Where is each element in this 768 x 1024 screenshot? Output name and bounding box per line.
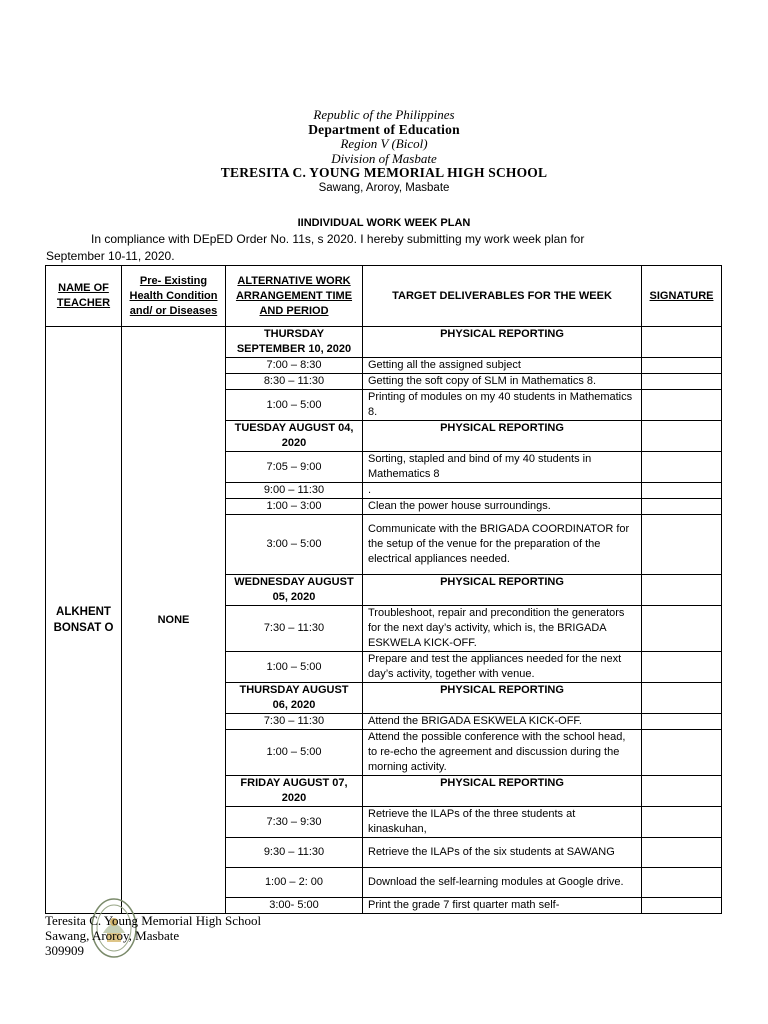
time-period-cell: 7:30 – 11:30 (226, 714, 363, 730)
signature-cell (642, 374, 722, 390)
deliverable-cell: Communicate with the BRIGADA COORDINATOR for the setup of the venue for the preparation of the electrical appliances needed. (363, 515, 642, 575)
time-period-cell: 1:00 – 5:00 (226, 730, 363, 776)
signature-cell (642, 730, 722, 776)
signature-cell (642, 868, 722, 898)
header-work-arrangement: ALTERNATIVE WORK ARRANGEMENT TIME AND PERIOD (226, 266, 363, 327)
day-date-cell: TUESDAY AUGUST 04, 2020 (226, 421, 363, 452)
deliverable-cell: Retrieve the ILAPs of the three students at kinaskuhan, (363, 807, 642, 838)
header-target-deliverables: TARGET DELIVERABLES FOR THE WEEK (363, 266, 642, 327)
table-row-day-header (46, 327, 722, 358)
footer-id: 309909 (45, 943, 84, 958)
signature-cell (642, 776, 722, 807)
footer-school: Teresita C. Young Memorial High School (45, 913, 262, 928)
time-period-cell: 7:05 – 9:00 (226, 452, 363, 483)
signature-cell (642, 452, 722, 483)
time-period-cell: 9:30 – 11:30 (226, 838, 363, 868)
document-footer (45, 913, 445, 958)
deliverable-cell: PHYSICAL REPORTING (363, 421, 642, 452)
signature-cell (642, 683, 722, 714)
day-date-cell: FRIDAY AUGUST 07, 2020 (226, 776, 363, 807)
time-period-cell: 3:00 – 5:00 (226, 515, 363, 575)
footer-address: Sawang, Aroroy, Masbate (45, 928, 180, 943)
deliverable-cell: PHYSICAL REPORTING (363, 776, 642, 807)
signature-cell (642, 838, 722, 868)
republic-line: Republic of the Philippines (313, 107, 455, 122)
signature-cell (642, 358, 722, 374)
time-period-cell: 3:00- 5:00 (226, 898, 363, 914)
deliverable-cell: Troubleshoot, repair and precondition the generators for the next day’s activity, which is, the BRIGADA ESKWELA KICK-OFF. (363, 606, 642, 652)
time-period-cell: 1:00 – 2: 00 (226, 868, 363, 898)
deliverable-cell: Sorting, stapled and bind of my 40 students in Mathematics 8 (363, 452, 642, 483)
signature-cell (642, 499, 722, 515)
signature-cell (642, 390, 722, 421)
signature-cell (642, 807, 722, 838)
signature-cell (642, 606, 722, 652)
deliverable-cell: Getting the soft copy of SLM in Mathematics 8. (363, 374, 642, 390)
table-body (46, 327, 722, 914)
teacher-name: ALKHENT BONSAT O (46, 327, 122, 914)
deliverable-cell: Prepare and test the appliances needed for the next day’s activity, together with venue. (363, 652, 642, 683)
deliverable-cell: Print the grade 7 first quarter math self- (363, 898, 642, 914)
deliverable-cell: Download the self-learning modules at Google drive. (363, 868, 642, 898)
time-period-cell: 1:00 – 5:00 (226, 652, 363, 683)
time-period-cell: 1:00 – 5:00 (226, 390, 363, 421)
department-line: Department of Education (308, 121, 460, 137)
intro-line-1: In compliance with DEpED Order No. 11s, s 2020. I hereby submitting my work week plan for (91, 232, 585, 246)
time-period-cell: 9:00 – 11:30 (226, 483, 363, 499)
deliverable-cell: Clean the power house surroundings. (363, 499, 642, 515)
signature-cell (642, 575, 722, 606)
plan-intro (46, 231, 736, 265)
day-date-cell: THURSDAY SEPTEMBER 10, 2020 (226, 327, 363, 358)
deliverable-cell: Retrieve the ILAPs of the six students at SAWANG (363, 838, 642, 868)
signature-cell (642, 421, 722, 452)
signature-cell (642, 652, 722, 683)
plan-title: IINDIVIDUAL WORK WEEK PLAN (297, 217, 471, 229)
deliverable-cell: PHYSICAL REPORTING (363, 575, 642, 606)
health-condition: NONE (122, 327, 226, 914)
deliverable-cell: . (363, 483, 642, 499)
region-line: Region V (Bicol) (340, 136, 428, 151)
document-header (0, 108, 768, 195)
deliverable-cell: Printing of modules on my 40 students in Mathematics 8. (363, 390, 642, 421)
school-name-line: TERESITA C. YOUNG MEMORIAL HIGH SCHOOL (220, 165, 548, 180)
school-address-line: Sawang, Aroroy, Masbate (318, 181, 450, 194)
deliverable-cell: PHYSICAL REPORTING (363, 683, 642, 714)
deliverable-cell: Attend the BRIGADA ESKWELA KICK-OFF. (363, 714, 642, 730)
deliverable-cell: PHYSICAL REPORTING (363, 327, 642, 358)
header-name-of-teacher: NAME OF TEACHER (46, 266, 122, 327)
deliverable-cell: Attend the possible conference with the school head, to re-echo the agreement and discussion during the morning activity. (363, 730, 642, 776)
header-health-condition: Pre- Existing Health Condition and/ or Diseases (122, 266, 226, 327)
time-period-cell: 8:30 – 11:30 (226, 374, 363, 390)
table-header-row (46, 266, 722, 327)
signature-cell (642, 515, 722, 575)
signature-cell (642, 483, 722, 499)
time-period-cell: 7:00 – 8:30 (226, 358, 363, 374)
day-date-cell: WEDNESDAY AUGUST 05, 2020 (226, 575, 363, 606)
time-period-cell: 7:30 – 11:30 (226, 606, 363, 652)
signature-cell (642, 898, 722, 914)
time-period-cell: 1:00 – 3:00 (226, 499, 363, 515)
deliverable-cell: Getting all the assigned subject (363, 358, 642, 374)
time-period-cell: 7:30 – 9:30 (226, 807, 363, 838)
day-date-cell: THURSDAY AUGUST 06, 2020 (226, 683, 363, 714)
signature-cell (642, 714, 722, 730)
header-signature: SIGNATURE (642, 266, 722, 327)
division-line: Division of Masbate (331, 150, 437, 166)
work-plan-table (45, 265, 722, 914)
signature-cell (642, 327, 722, 358)
intro-line-2: September 10-11, 2020. (46, 249, 175, 263)
